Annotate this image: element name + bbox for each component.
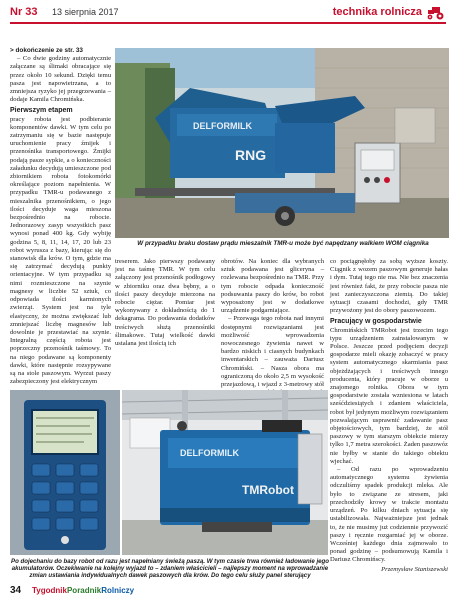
- subheading-first-stage: Pierwszym etapem: [10, 107, 73, 115]
- header-divider: [10, 22, 446, 24]
- brand-word-1: Tygodnik: [32, 586, 67, 595]
- article-column-1: [10, 47, 111, 386]
- article-column-4: [330, 258, 448, 574]
- issue-date: 13 sierpnia 2017: [52, 7, 119, 17]
- page-footer: [10, 585, 450, 597]
- brand-word-2: Poradnik: [66, 586, 102, 595]
- quote-paragraph: – Przewaga tego robota nad innymi dostępnymi rozwiązaniami jest możliwość wprowadzenia nowoczesnego żywienia nawet w bardzo niskich i ciasnych budynkach inwentarskich – zauważa Dariusz Chromiński. – Nasza obora ma ograniczoną do około 2,5 m wysokość przejazdową, i wjazd z 3-metrowy stół: [221, 315, 324, 389]
- body-paragraph: pracy robota jest podbieranie komponentów dawki. W tym celu po zatrzymaniu się w bazie następuje uruchomienie pracy źmijek i przenośnika transportowego. Źmijki podają pasze sypkie, a o konieczności załadunku decydują umieszczone pod zbiornikiem robota fotokomórki określające poziom napełnienia. W przypadku TMR-u podawanego z mieszalnika przenośnikiem, o jego ilości decyduje waga mieszona bezpośrednio na robocie. Jednorazowy zasyp wszystkich pasz wynosi ponad 400 kg. Gdy wybiję godzina 5, 8, 11, 14, 17, 20 lub 23 robot wyrusza z bazy, kierując się do stanowisk dla krów. O tym, gdzie ma się zatrzymać decydują punkty orientacyjne. W tym przypadku są nimi rozmieszczone na szynie magnesy w liczbie 52 sztuk, co odpowiada ilości karmionych zwierząt. System jest na tyle elastyczny, że można zwiększać lub zmniejszać liczbę magnesów lub dowolnie je przestawiać na szynie. Integralną częścią robota jest poprzeczny przenośnik taśmowy. To na niego podawane są komponenty dawki, które następnie rozsypywane są na stole paszowym. Wyrzut paszy zabezpieczony jest elektrycznym: [10, 115, 111, 386]
- machine-model-label: RNG: [235, 147, 267, 163]
- section-title: technika rolnicza: [332, 6, 422, 18]
- author-byline: Przemysław Staniszewski: [381, 565, 448, 573]
- body-paragraph: Chromińskich TMRobot jest trzecim tego typu urządzeniem zainstalowanym w Polsce. Jeszcze przed podjęciem decyzji gospodarze mieli okazję zobaczyć w pracy system automatycznego skarmiania pasz objeżdżających i treściwych innego producenta, który pracuje w oborze u znajomego rolnika. Obora w tym gospodarstwie została wzniesiona w latach sześćdziesiątych i zdaniem właściciela, robot był jedynym możliwym rozwiązaniem pozwalającym usprawnić zadawanie pasz objętościowych, tym bardziej, że stół paszowy w tym starszym obiekcie mierzy tylko 1,7 metra szerokości. Żaden paszowóz nie byłby w stanie do takiego obiektu wjechać.: [330, 326, 448, 465]
- robot-brand-label: DELFORMILK: [180, 448, 239, 458]
- page-header: [0, 0, 454, 26]
- quote-paragraph: – Od razu po wprowadzeniu automatycznego systemu żywienia odczuliśmy spadek produkcji mleka. Ale było to związane ze stresem, jaki przechodziły krowy w trakcie montażu urządzeń. Po kilku dniach sytuacja się ustabilizowała. Najważniejsze jest jednak to, że nie musimy już codziennie przywozić paszy i ręcznie rozgarniać jej w oborze. Wcześniej każdego dnia zajmowało to ponad godzinę – podsumowują Kamila i Dariusz Chromińscy.: [330, 466, 448, 564]
- photo-control-panel: [10, 390, 120, 555]
- subheading-farm: Pracujący w gospodarstwie: [330, 318, 422, 326]
- magazine-brand: [32, 586, 134, 595]
- brand-word-3: Rolniczy: [101, 586, 135, 595]
- body-paragraph: obrotów. Na koniec dla wybranych sztuk podawana jest gliceryna – rozlewana bezpośrednio na TMR. Przy tym robocie odpada konieczność podsuwania paszy do krów, bo robot wyposażony jest w dodatkowe urządzenie podgarniające.: [221, 258, 324, 315]
- tractor-icon: [426, 4, 446, 20]
- robot-model-label: TMRobot: [242, 483, 294, 497]
- page-number: 34: [10, 585, 22, 596]
- body-paragraph: treserem. Jako pierwszy podawany jest na taśmę TMR. W tym celu załączony jest przenośnik podłogowy w zbiorniku oraz dwa bębny, a o ilości paszy decyduje mierzona na robocie ciężar. Pomiar jest wykonywany z dokładnością do 1 dekagrama. Do podawania dodatków treściwych służą przenośniki ślimakowe. Tutaj wielkość dawki ustalana jest ilością ich: [115, 258, 215, 348]
- body-paragraph: co pociągnęłoby za sobą wyższe koszty. Ciągnik z wozem paszowym generuje hałas i dym. Tutaj tego nie ma. Nie bez znaczenia jest również fakt, że przy robocie pasza nie jest zanieczyszczona ziemią. Do takiej sytuacji czasami dochodzi, gdy TMR przywożony jest do obory paszowozem.: [330, 258, 448, 315]
- continuation-note: > dokończenie ze str. 33: [10, 47, 83, 54]
- article-column-2: [115, 258, 215, 348]
- intro-paragraph: – Co dwie godziny automatycznie załączane są ślimaki obracające się przez około 10 sekund. Dzięki temu pasza jest napowietrzana, a to zmniejsza ryzyko jej przegrzewania – dodaje Kamila Chromińska.: [10, 55, 111, 104]
- photo-feeding-robot-mixer: [115, 48, 449, 238]
- machine-brand-label: DELFORMILK: [193, 121, 252, 131]
- photo-tmrobot-barn: [122, 390, 328, 555]
- photo-caption-robot: Po dojechaniu do bazy robot od razu jest napełniany świeżą paszą. W tym czasie trwa również ładowanie jego akumulatorów. Oczekiwanie na kolejny wyjazd to – zdaniem właścicieli – najlepszy moment na wprowadzanie zmian ustawiania indywidualnych dawek paszowych dla krów. Do tego celu służy panel sterujący: [11, 558, 329, 580]
- photo-caption-mixer: W przypadku braku dostaw prądu mieszalnik TMR-u może być napędzany walkiem WOM ciągnika: [137, 240, 429, 247]
- issue-number: Nr 33: [10, 6, 38, 18]
